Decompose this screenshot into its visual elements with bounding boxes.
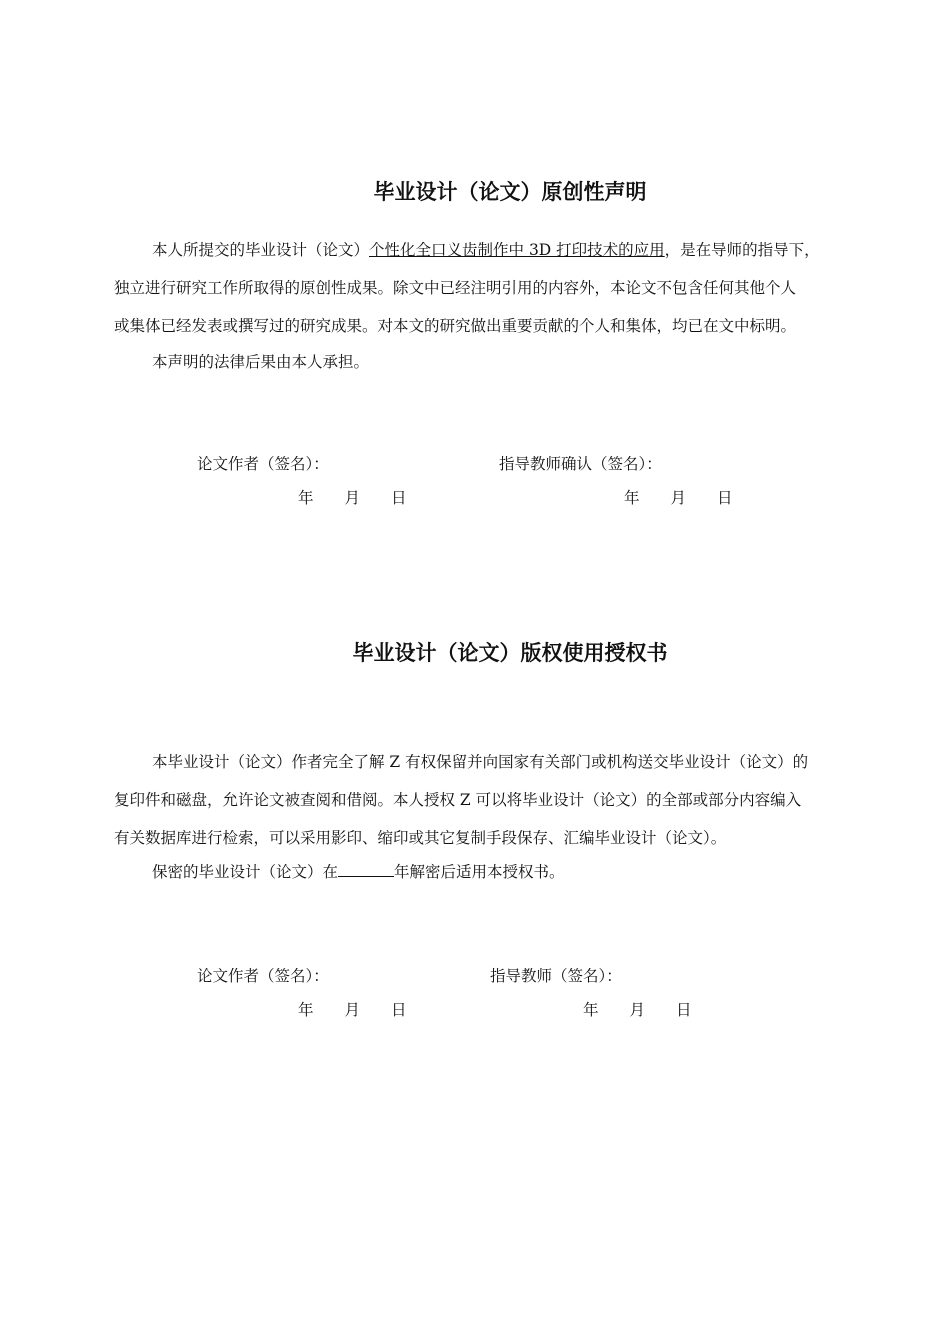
author-signature-label: 论文作者（签名）： <box>197 455 329 473</box>
line-prefix: 保密的毕业设计（论文）在 <box>152 863 339 881</box>
author-date: 年 月 日 <box>298 489 407 507</box>
advisor-date: 年 月 日 <box>583 1001 692 1019</box>
advisor-signature-label: 指导教师确认（签名）： <box>499 455 662 473</box>
declaration-line-2: 独立进行研究工作所取得的原创性成果。除文中已经注明引用的内容外，本论文不包含任何其他个人 <box>114 279 797 297</box>
advisor-date: 年 月 日 <box>624 489 733 507</box>
years-blank <box>338 862 394 877</box>
line-suffix: 年解密后适用本授权书。 <box>394 863 565 881</box>
authorization-line-1: 本毕业设计（论文）作者完全了解 Z 有权保留并向国家有关部门或机构送交毕业设计（论文）的 <box>152 753 809 771</box>
line-prefix: 本人所提交的毕业设计（论文） <box>152 241 370 259</box>
declaration-line-1 <box>152 240 820 260</box>
declaration-title: 毕业设计（论文）原创性声明 <box>373 180 647 204</box>
author-date: 年 月 日 <box>298 1001 407 1019</box>
author-signature-label: 论文作者（签名）： <box>197 967 329 985</box>
authorization-title: 毕业设计（论文）版权使用授权书 <box>352 641 668 665</box>
authorization-line-4 <box>152 862 565 882</box>
authorization-line-3: 有关数据库进行检索，可以采用影印、缩印或其它复制手段保存、汇编毕业设计（论文）。 <box>114 829 727 847</box>
authorization-line-2: 复印件和磁盘，允许论文被查阅和借阅。本人授权 Z 可以将毕业设计（论文）的全部或部分内容编入 <box>114 791 802 809</box>
advisor-signature-label: 指导教师（签名）： <box>490 967 622 985</box>
thesis-title: 个性化全口义齿制作中 3D 打印技术的应用 <box>369 241 665 259</box>
declaration-line-3: 或集体已经发表或撰写过的研究成果。对本文的研究做出重要贡献的个人和集体，均已在文中标明。 <box>114 317 797 335</box>
line-suffix: ，是在导师的指导下， <box>664 241 820 259</box>
declaration-line-4: 本声明的法律后果由本人承担。 <box>152 353 370 371</box>
